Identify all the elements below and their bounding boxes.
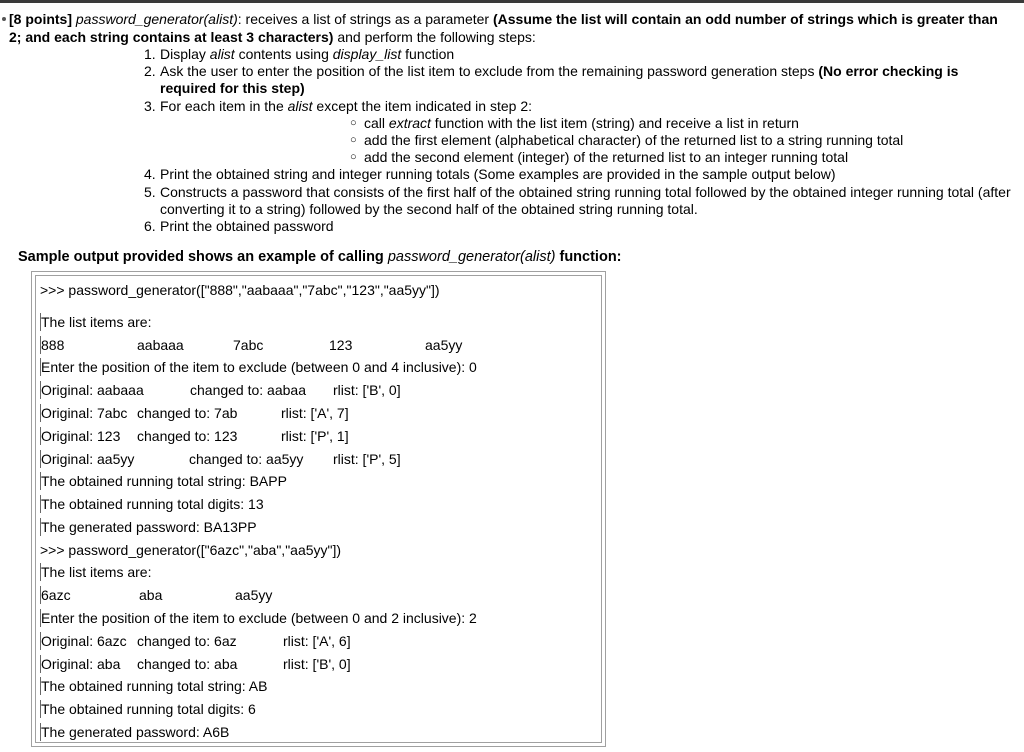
generated-password: The generated password: BA13PP bbox=[41, 519, 257, 535]
digits-total: The obtained running total digits: 13 bbox=[41, 496, 264, 512]
question-intro bbox=[9, 11, 1009, 46]
digits-total: The obtained running total digits: 6 bbox=[41, 701, 256, 717]
sample-title: Sample output provided shows an example of calling password_generator(alist) function: bbox=[18, 249, 622, 265]
intro-desc: : receives a list of strings as a parameter bbox=[237, 11, 493, 27]
result-row: Original: aabaaa changed to: aabaa rlist: ['B', 0] bbox=[40, 381, 441, 399]
list-header: The list items are: bbox=[41, 314, 152, 330]
points-label: [8 points] bbox=[9, 11, 72, 27]
prompt-line: Enter the position of the item to exclude (between 0 and 2 inclusive): 2 bbox=[41, 610, 477, 626]
command-line: >>> password_generator(["888","aabaaa","7abc","123","aa5yy"]) bbox=[40, 282, 440, 298]
sample-output-box bbox=[31, 271, 606, 747]
string-total: The obtained running total string: BAPP bbox=[41, 473, 287, 489]
step-4: 4. Print the obtained string and integer running totals (Some examples are provided in the sample output below) bbox=[144, 166, 836, 183]
circle-bullet-icon: ○ bbox=[350, 151, 357, 164]
substep-2: ○ add the first element (alphabetical character) of the returned list to a string running total bbox=[350, 132, 904, 149]
generated-password: The generated password: A6B bbox=[41, 724, 230, 740]
function-name: password_generator(alist) bbox=[75, 11, 238, 27]
list-header: The list items are: bbox=[41, 564, 152, 580]
substep-3: ○ add the second element (integer) of the returned list to an integer running total bbox=[350, 149, 849, 166]
bullet-icon bbox=[2, 17, 6, 21]
command-line: >>> password_generator(["6azc","aba","aa5yy"]) bbox=[40, 542, 342, 558]
result-row: Original: 123 changed to: 123 rlist: ['P', 1] bbox=[40, 427, 441, 445]
prompt-line: Enter the position of the item to exclude (between 0 and 4 inclusive): 0 bbox=[41, 359, 477, 375]
substep-1: ○ call extract function with the list item (string) and receive a list in return bbox=[350, 114, 799, 131]
step-3: 3. For each item in the alist except the item indicated in step 2: bbox=[144, 97, 532, 114]
step-5: 5. Constructs a password that consists of the first half of the obtained string running total followed by the obtained integer running total (after converting it to a string) followed by the second half of the obtained string running total. bbox=[144, 183, 1011, 217]
top-border bbox=[0, 0, 1024, 3]
circle-bullet-icon: ○ bbox=[350, 116, 357, 129]
step-1: 1. Display alist contents using display_list function bbox=[144, 46, 455, 62]
intro-tail: and perform the following steps: bbox=[333, 28, 536, 45]
steps-list bbox=[144, 46, 1014, 235]
list-items-row: 888 aabaaa 7abc 123 aa5yy bbox=[40, 336, 521, 354]
result-row: Original: 7abc changed to: 7ab rlist: ['A', 7] bbox=[40, 404, 441, 422]
substeps-list bbox=[350, 115, 950, 167]
result-row: Original: aa5yy changed to: aa5yy rlist: ['P', 5] bbox=[40, 450, 441, 468]
result-row: Original: aba changed to: aba rlist: ['B', 0] bbox=[40, 655, 441, 673]
step-2: 2. Ask the user to enter the position of the list item to exclude from the remaining password generation steps (No error checking is required for this step) bbox=[144, 63, 959, 97]
list-items-row: 6azc aba aa5yy bbox=[40, 586, 341, 604]
step-6: 6. Print the obtained password bbox=[144, 218, 334, 235]
result-row: Original: 6azc changed to: 6az rlist: ['A', 6] bbox=[40, 632, 441, 650]
assumption-note: (Assume the list will contain an odd number of strings which is greater than 2; and each string contains at least 3 characters) bbox=[9, 11, 998, 45]
circle-bullet-icon: ○ bbox=[350, 134, 357, 147]
string-total: The obtained running total string: AB bbox=[41, 678, 268, 694]
